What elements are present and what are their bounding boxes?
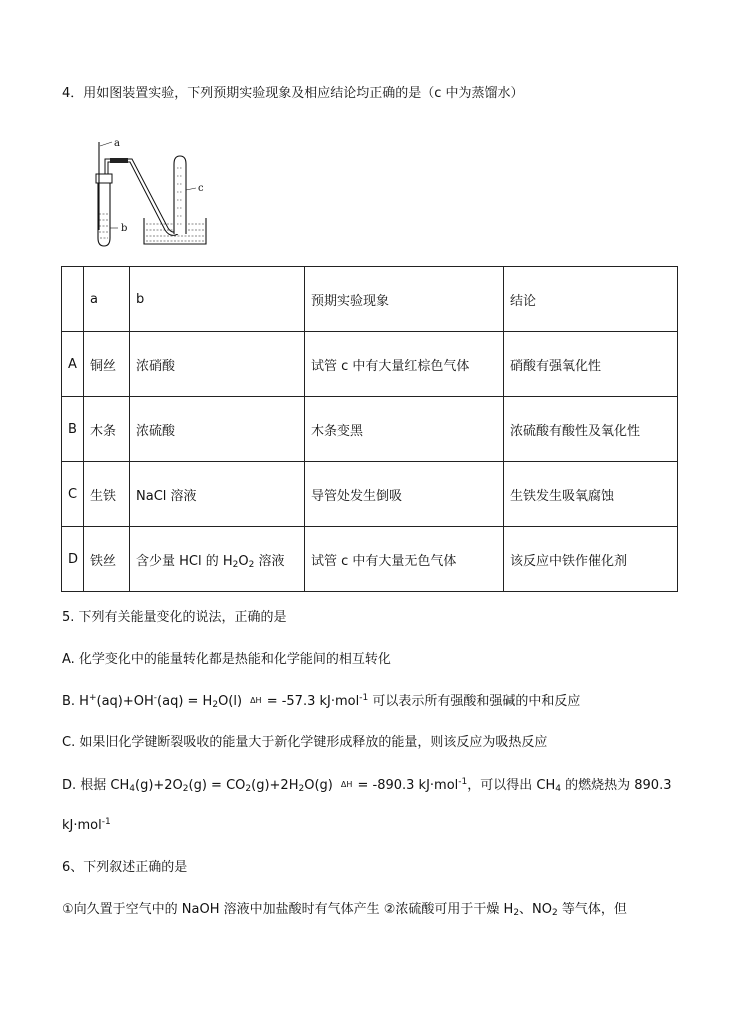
table-row — [62, 397, 678, 462]
label-a: a — [114, 138, 120, 149]
table-header-cell — [62, 267, 84, 332]
label-b: b — [121, 223, 128, 234]
options-table — [61, 266, 678, 592]
cell-b: 浓硫酸 — [130, 397, 305, 462]
cell-a: 木条 — [84, 397, 130, 462]
subscript: 4 — [555, 784, 561, 794]
text-run: (g)+2H — [251, 778, 299, 793]
subscript: 2 — [298, 784, 305, 794]
cell-b: NaCl 溶液 — [130, 462, 305, 527]
q5-stem: 5. 下列有关能量变化的说法，正确的是 — [62, 610, 287, 625]
superscript: + — [88, 693, 97, 703]
option-key: A — [62, 332, 84, 397]
text-run: (aq)+OH — [96, 694, 154, 709]
cell-a: 铁丝 — [84, 527, 130, 592]
table-header-cell: b — [130, 267, 305, 332]
q4-stem: 4．用如图装置实验，下列预期实验现象及相应结论均正确的是（c 中为蒸馏水） — [62, 86, 524, 101]
text-run: ，可以得出 CH — [467, 778, 556, 793]
cell-conclusion: 生铁发生吸氧腐蚀 — [504, 462, 678, 527]
q5-option-d-continued — [62, 818, 111, 834]
q6-line-1 — [62, 902, 627, 918]
apparatus-figure — [80, 134, 220, 250]
cell-phenomenon: 试管 c 中有大量红棕色气体 — [305, 332, 504, 397]
table-row — [62, 332, 678, 397]
q5-option-d — [62, 777, 671, 794]
test-tube-c — [174, 156, 196, 234]
text-run: = -57.3 kJ·mol — [262, 694, 360, 709]
subscript: 2 — [248, 559, 255, 570]
q5-option-a: A. 化学变化中的能量转化都是热能和化学能间的相互转化 — [62, 652, 391, 667]
text-run: = -890.3 kJ·mol — [353, 778, 459, 793]
table-row — [62, 462, 678, 527]
subscript: 2 — [245, 784, 252, 794]
text-run: D. 根据 CH — [62, 778, 130, 793]
test-tube-b — [96, 174, 112, 246]
text-run: (g) = CO — [188, 778, 246, 793]
text-run: 、NO — [519, 902, 553, 917]
table-header-row — [62, 267, 678, 332]
table-header-cell: a — [84, 267, 130, 332]
cell-conclusion: 硝酸有强氧化性 — [504, 332, 678, 397]
text-run: (g)+2O — [135, 778, 183, 793]
superscript: -1 — [359, 693, 369, 703]
cell-b: 浓硝酸 — [130, 332, 305, 397]
q6-stem: 6、下列叙述正确的是 — [62, 860, 188, 875]
q5-option-b — [62, 693, 580, 710]
superscript: -1 — [101, 817, 111, 827]
subscript: 4 — [129, 784, 135, 794]
subscript: 2 — [513, 908, 520, 918]
text-run: ①向久置于空气中的 NaOH 溶液中加盐酸时有气体产生 ②浓硫酸可用于干燥 H — [62, 902, 514, 917]
text-run: 的燃烧热为 890.3 — [561, 778, 672, 793]
label-c: c — [198, 183, 204, 194]
text-run: 等气体，但 — [557, 902, 627, 917]
text-run: O(g) — [304, 778, 333, 793]
superscript: - — [153, 693, 158, 703]
delta-h-symbol: ΔH — [250, 696, 262, 705]
q5-option-c: C. 如果旧化学键断裂吸收的能量大于新化学键形成释放的能量，则该反应为吸热反应 — [62, 735, 548, 750]
cell-a: 铜丝 — [84, 332, 130, 397]
text-run: kJ·mol — [62, 818, 102, 833]
cell-b-text: 溶液 — [254, 553, 285, 569]
text-run: (aq) = H — [157, 694, 213, 709]
table-header-cell: 结论 — [504, 267, 678, 332]
cell-conclusion: 浓硫酸有酸性及氧化性 — [504, 397, 678, 462]
cell-b — [130, 527, 305, 592]
cell-phenomenon: 木条变黑 — [305, 397, 504, 462]
table-row — [62, 527, 678, 592]
subscript: 2 — [182, 784, 189, 794]
superscript: -1 — [458, 777, 468, 787]
table-header-cell: 预期实验现象 — [305, 267, 504, 332]
cell-a: 生铁 — [84, 462, 130, 527]
cell-conclusion: 该反应中铁作催化剂 — [504, 527, 678, 592]
option-key: B — [62, 397, 84, 462]
subscript: 2 — [552, 908, 558, 918]
cell-b-text: 含少量 HCl 的 H — [136, 553, 233, 569]
text-run: 可以表示所有强酸和强碱的中和反应 — [368, 694, 581, 709]
option-key: C — [62, 462, 84, 527]
delta-h-symbol: ΔH — [340, 780, 353, 789]
subscript: 2 — [212, 700, 219, 710]
cell-phenomenon: 试管 c 中有大量无色气体 — [305, 527, 504, 592]
cell-b-text: O — [238, 553, 249, 569]
subscript: 2 — [232, 559, 239, 570]
text-run: O(l) — [218, 694, 243, 709]
text-run: B. H — [62, 694, 89, 709]
option-key: D — [62, 527, 84, 592]
cell-phenomenon: 导管处发生倒吸 — [305, 462, 504, 527]
